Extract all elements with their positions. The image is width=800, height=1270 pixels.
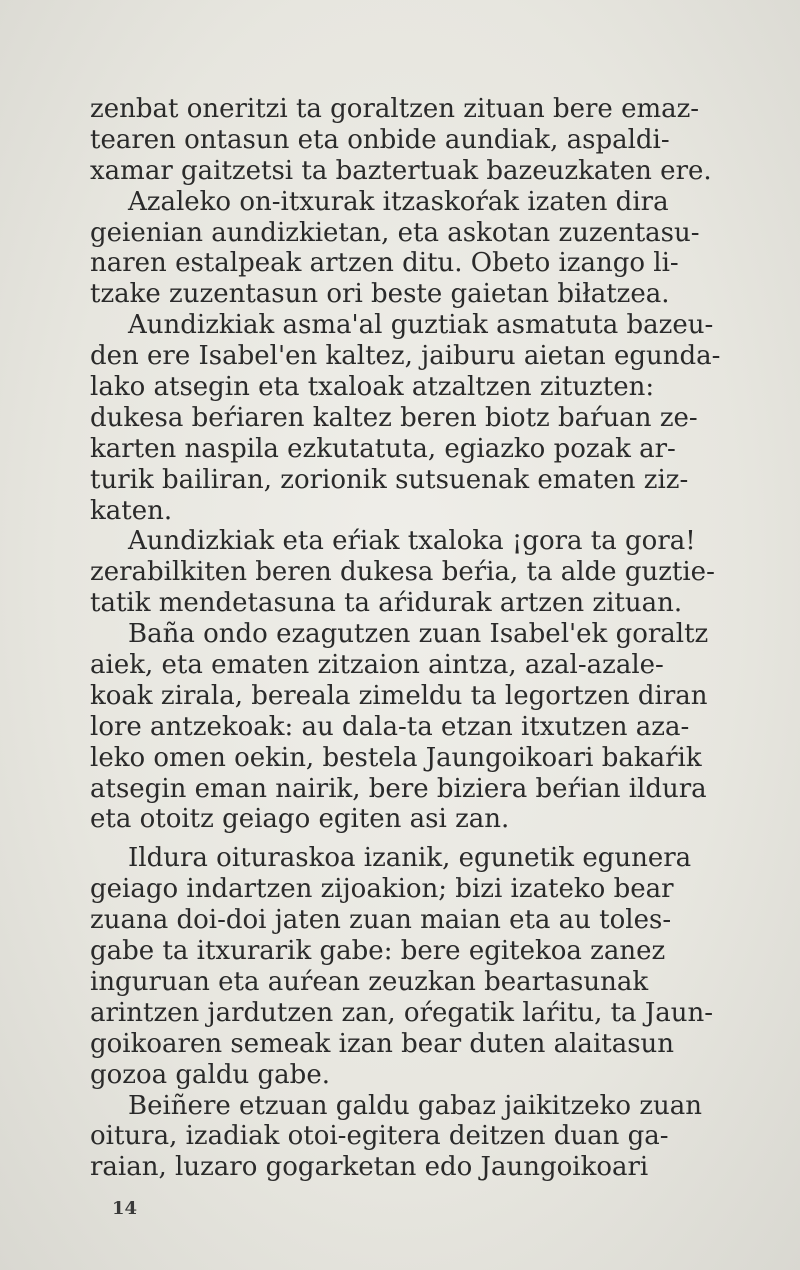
- text-line: raian, luzaro gogarketan edo Jaungoikoari: [90, 1152, 649, 1183]
- paragraph-3: [90, 310, 754, 526]
- paragraph-1: [90, 94, 754, 187]
- text-line: den ere Isabel'en kaltez, jaiburu aietan egunda-: [90, 341, 721, 372]
- text-line: zenbat oneritzi ta goraltzen zituan bere emaz-: [90, 94, 700, 124]
- text-line: zuana doi-doi jaten zuan maian eta au toles-: [90, 905, 672, 936]
- text-line: xamar gaitzetsi ta baztertuak bazeuzkaten ere.: [90, 155, 712, 186]
- page-number: 14: [112, 1198, 138, 1219]
- text-line: gabe ta itxurarik gabe: bere egitekoa zanez: [90, 936, 666, 967]
- text-line: atsegin eman nairik, bere biziera beŕian ildura: [90, 773, 707, 804]
- body-text: [90, 94, 754, 1183]
- text-line: lako atsegin eta txaloak atzaltzen zituzten:: [90, 372, 655, 403]
- text-line: Baña ondo ezagutzen zuan Isabel'ek goraltz: [128, 619, 709, 650]
- text-line: tatik mendetasuna ta aŕidurak artzen zituan.: [90, 588, 683, 619]
- text-line: geienian aundizkietan, eta askotan zuzentasu-: [90, 217, 700, 248]
- text-line: Beiñere etzuan galdu gabaz jaikitzeko zuan: [128, 1090, 703, 1121]
- text-line: dukesa beŕiaren kaltez beren biotz baŕuan ze-: [90, 402, 698, 433]
- text-line: zerabilkiten beren dukesa beŕia, ta alde guztie-: [90, 557, 715, 588]
- text-line: Aundizkiak eta eŕiak txaloka ¡gora ta gora!: [128, 526, 696, 557]
- text-line: gozoa galdu gabe.: [90, 1059, 330, 1090]
- text-line: karten naspila ezkutatuta, egiazko pozak ar-: [90, 433, 676, 464]
- paragraph-2: [90, 187, 754, 311]
- text-line: geiago indartzen zijoakion; bizi izateko bear: [90, 874, 674, 905]
- text-line: leko omen oekin, bestela Jaungoikoari bakaŕik: [90, 742, 702, 773]
- text-line: katen.: [90, 495, 173, 526]
- text-line: Aundizkiak asma'al guztiak asmatuta bazeu-: [128, 310, 714, 341]
- text-line: Azaleko on-itxurak itzaskoŕak izaten dira: [128, 186, 669, 217]
- text-line: koak zirala, bereala zimeldu ta legortzen diran: [90, 680, 708, 711]
- text-line: lore antzekoak: au dala-ta etzan itxutzen aza-: [90, 711, 690, 742]
- text-line: inguruan eta auŕean zeuzkan beartasunak: [90, 966, 649, 997]
- text-line: tearen ontasun eta onbide aundiak, aspaldi-: [90, 124, 670, 155]
- text-line: turik bailiran, zorionik sutsuenak ematen ziz-: [90, 464, 689, 495]
- text-line: arintzen jardutzen zan, oŕegatik laŕitu, ta Jaun-: [90, 997, 714, 1028]
- paragraph-6: [90, 843, 754, 1090]
- text-line: aiek, eta ematen zitzaion aintza, azal-azale-: [90, 650, 664, 681]
- text-line: Ildura oituraskoa izanik, egunetik egunera: [128, 843, 692, 874]
- text-line: oitura, izadiak otoi-egitera deitzen duan ga-: [90, 1121, 669, 1152]
- paragraph-7: [90, 1091, 754, 1184]
- text-line: goikoaren semeak izan bear duten alaitasun: [90, 1028, 675, 1059]
- text-line: tzake zuzentasun ori beste gaietan biłatzea.: [90, 279, 670, 310]
- paragraph-4: [90, 526, 754, 619]
- paragraph-gap: [90, 835, 754, 843]
- text-line: naren estalpeak artzen ditu. Obeto izango li-: [90, 248, 679, 279]
- text-line: eta otoitz geiago egiten asi zan.: [90, 804, 510, 835]
- paragraph-5: [90, 619, 754, 835]
